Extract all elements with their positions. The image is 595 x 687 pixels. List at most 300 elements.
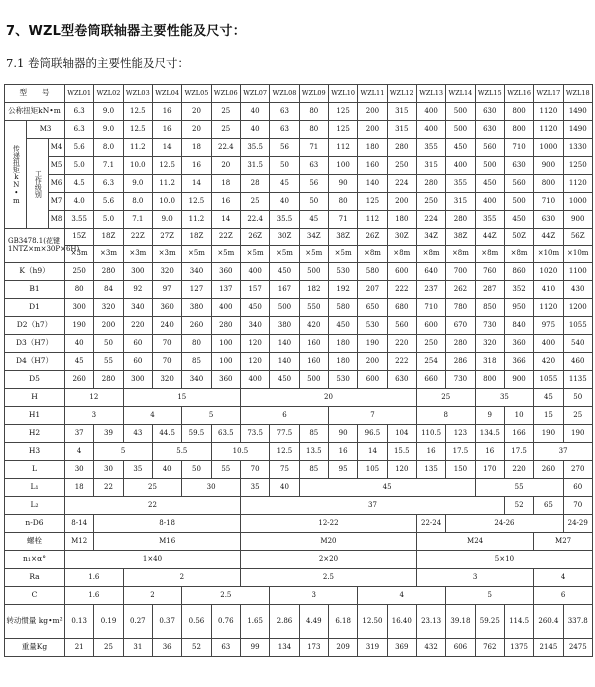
table-cell: 35.5 — [270, 211, 299, 229]
table-cell: 50 — [299, 193, 328, 211]
table-cell: 700 — [446, 263, 475, 281]
table-cell: 9.0 — [94, 103, 123, 121]
table-cell: 36 — [152, 639, 181, 657]
table-cell: 1135 — [563, 371, 592, 389]
table-cell: 5×10 — [416, 551, 592, 569]
table-cell: 16.40 — [387, 605, 416, 639]
l2-row — [5, 497, 593, 515]
table-cell: 11.2 — [152, 175, 181, 193]
table-cell: 800 — [504, 103, 533, 121]
row-label: n₁×α° — [5, 551, 65, 569]
row-label: B1 — [5, 281, 65, 299]
table-cell: 2145 — [534, 639, 563, 657]
table-cell: 180 — [328, 353, 357, 371]
table-cell: 0.13 — [65, 605, 94, 639]
table-cell: 3.55 — [65, 211, 94, 229]
table-cell: 2×20 — [240, 551, 416, 569]
table-cell: 410 — [534, 281, 563, 299]
table-cell: 450 — [475, 175, 504, 193]
table-cell: 432 — [416, 639, 445, 657]
model-header: WZL06 — [211, 85, 240, 103]
table-cell: ×8m — [358, 246, 387, 263]
table-cell: ×10m — [534, 246, 563, 263]
table-cell: 27Z — [152, 229, 181, 246]
table-cell: 123 — [446, 425, 475, 443]
table-cell: 70 — [152, 353, 181, 371]
table-cell: 45 — [534, 389, 563, 407]
header-label: 型 号 — [5, 85, 65, 103]
table-cell: 7.1 — [94, 157, 123, 175]
table-cell: 50 — [94, 335, 123, 353]
table-cell: 17.5 — [446, 443, 475, 461]
table-cell: 15.5 — [387, 443, 416, 461]
table-cell: 1100 — [563, 263, 592, 281]
table-cell: 73.5 — [240, 425, 269, 443]
row-label: H1 — [5, 407, 65, 425]
table-cell: 16 — [182, 157, 211, 175]
table-cell: 120 — [240, 353, 269, 371]
table-cell: M16 — [94, 533, 241, 551]
table-cell: 319 — [358, 639, 387, 657]
table-cell: 262 — [446, 281, 475, 299]
grade-row — [5, 121, 593, 139]
table-cell: 450 — [446, 139, 475, 157]
table-cell: 40 — [270, 479, 299, 497]
table-cell: 140 — [270, 353, 299, 371]
table-cell: 207 — [358, 281, 387, 299]
table-cell: 39 — [94, 425, 123, 443]
table-cell: 14 — [182, 175, 211, 193]
table-cell: 287 — [475, 281, 504, 299]
table-cell: 900 — [534, 157, 563, 175]
table-cell: 120 — [240, 335, 269, 353]
dimension-row — [5, 353, 593, 371]
table-cell: 22.4 — [211, 139, 240, 157]
table-cell: 55 — [475, 479, 563, 497]
table-cell: 400 — [240, 263, 269, 281]
table-cell: ×5m — [240, 246, 269, 263]
table-cell: 10.0 — [152, 193, 181, 211]
model-header: WZL02 — [94, 85, 123, 103]
table-cell: 286 — [446, 353, 475, 371]
table-cell: 4.49 — [299, 605, 328, 639]
table-cell: 420 — [299, 317, 328, 335]
table-cell: 5 — [182, 407, 241, 425]
table-cell: 16 — [475, 443, 504, 461]
inertia-row — [5, 605, 593, 639]
table-cell: 22Z — [211, 229, 240, 246]
table-cell: 20 — [182, 121, 211, 139]
table-cell: 224 — [387, 175, 416, 193]
table-cell: 760 — [475, 263, 504, 281]
table-cell: 31.5 — [240, 157, 269, 175]
header-row — [5, 85, 593, 103]
table-cell: 65 — [534, 497, 563, 515]
grade-name: M4 — [49, 139, 65, 157]
model-header: WZL14 — [446, 85, 475, 103]
table-cell: 160 — [299, 353, 328, 371]
table-cell: ×8m — [387, 246, 416, 263]
table-cell: M12 — [65, 533, 94, 551]
table-cell: 56 — [299, 175, 328, 193]
table-cell: 85 — [299, 425, 328, 443]
model-header: WZL07 — [240, 85, 269, 103]
table-cell: 450 — [328, 317, 357, 335]
table-cell: 14 — [211, 211, 240, 229]
table-cell: 34Z — [416, 229, 445, 246]
table-cell: 2.86 — [270, 605, 299, 639]
table-cell: 18Z — [94, 229, 123, 246]
table-cell: 560 — [387, 317, 416, 335]
table-cell: M24 — [416, 533, 533, 551]
table-cell: 4 — [123, 407, 182, 425]
table-cell: 71 — [299, 139, 328, 157]
table-cell: 40 — [152, 461, 181, 479]
table-cell: 157 — [240, 281, 269, 299]
table-cell: 12.5 — [270, 443, 299, 461]
row-label: 重量Kg — [5, 639, 65, 657]
table-cell: 680 — [387, 299, 416, 317]
row-label: 转动惯量 kg•m² — [5, 605, 65, 639]
row-label: n-D6 — [5, 515, 65, 533]
table-cell: 50 — [182, 461, 211, 479]
table-cell: 280 — [94, 263, 123, 281]
row-label: K（h9） — [5, 263, 65, 281]
table-cell: 355 — [446, 175, 475, 193]
table-cell: 80 — [65, 281, 94, 299]
model-header: WZL03 — [123, 85, 152, 103]
table-cell: 1055 — [534, 371, 563, 389]
table-cell: 200 — [358, 353, 387, 371]
table-cell: 360 — [152, 299, 181, 317]
row-label: H — [5, 389, 65, 407]
model-header: WZL10 — [328, 85, 357, 103]
table-cell: 15 — [123, 389, 240, 407]
table-cell: ×8m — [475, 246, 504, 263]
grade-name: M7 — [49, 193, 65, 211]
table-cell: 975 — [534, 317, 563, 335]
model-header: WZL12 — [387, 85, 416, 103]
table-cell: 450 — [270, 371, 299, 389]
model-header: WZL04 — [152, 85, 181, 103]
table-cell: 320 — [475, 335, 504, 353]
table-cell: 250 — [65, 263, 94, 281]
table-cell: 9.0 — [94, 121, 123, 139]
table-cell: 38Z — [446, 229, 475, 246]
table-cell: 670 — [446, 317, 475, 335]
grade-row — [5, 157, 593, 175]
grade-row — [5, 193, 593, 211]
table-cell: 63 — [270, 103, 299, 121]
table-cell: 1055 — [563, 317, 592, 335]
table-cell: 100 — [328, 157, 357, 175]
table-cell: 320 — [152, 371, 181, 389]
table-cell: 2475 — [563, 639, 592, 657]
table-cell: 200 — [358, 103, 387, 121]
l-row — [5, 461, 593, 479]
table-cell: 12.5 — [152, 157, 181, 175]
table-cell: 5 — [94, 443, 153, 461]
row-label: D3（H7） — [5, 335, 65, 353]
table-cell: 17.5 — [504, 443, 533, 461]
table-cell: 22Z — [123, 229, 152, 246]
table-cell: 16 — [328, 443, 357, 461]
table-cell: 59.5 — [182, 425, 211, 443]
table-cell: 280 — [416, 175, 445, 193]
table-cell: 125 — [328, 121, 357, 139]
table-cell: 250 — [387, 157, 416, 175]
table-cell: 340 — [240, 317, 269, 335]
row-label: L₂ — [5, 497, 65, 515]
dimension-row — [5, 317, 593, 335]
table-cell: 11.2 — [123, 139, 152, 157]
table-cell: 3 — [65, 407, 124, 425]
table-cell: 37 — [240, 497, 504, 515]
table-cell: 50Z — [504, 229, 533, 246]
table-cell: 1020 — [534, 263, 563, 281]
table-cell: 12.5 — [123, 103, 152, 121]
spec-table — [4, 84, 593, 657]
table-cell: 50 — [270, 157, 299, 175]
table-cell: 3 — [416, 569, 533, 587]
table-cell: 352 — [504, 281, 533, 299]
table-cell: 1375 — [504, 639, 533, 657]
l1-row — [5, 479, 593, 497]
table-cell: 43 — [123, 425, 152, 443]
table-cell: 360 — [504, 335, 533, 353]
model-header: WZL18 — [563, 85, 592, 103]
table-cell: 254 — [416, 353, 445, 371]
table-cell: 70 — [152, 335, 181, 353]
table-cell: 200 — [387, 193, 416, 211]
table-cell: 63 — [270, 121, 299, 139]
table-cell: 550 — [299, 299, 328, 317]
table-cell: 12.5 — [182, 193, 211, 211]
table-cell: 45 — [299, 211, 328, 229]
table-cell: 630 — [534, 211, 563, 229]
table-cell: 0.27 — [123, 605, 152, 639]
table-cell: 12 — [65, 389, 124, 407]
table-cell: 45 — [270, 175, 299, 193]
table-cell: 25 — [211, 103, 240, 121]
table-cell: 222 — [387, 353, 416, 371]
table-cell: 80 — [299, 121, 328, 139]
table-cell: 710 — [504, 139, 533, 157]
table-cell: 850 — [475, 299, 504, 317]
table-cell: 137 — [211, 281, 240, 299]
model-header: WZL17 — [534, 85, 563, 103]
row-label: H3 — [5, 443, 65, 461]
grade-row — [5, 211, 593, 229]
table-cell: 420 — [534, 353, 563, 371]
table-cell: 315 — [387, 103, 416, 121]
row-label: Ra — [5, 569, 65, 587]
table-cell: 18 — [211, 175, 240, 193]
bolt-row — [5, 533, 593, 551]
table-cell: 135 — [416, 461, 445, 479]
table-cell: 6.18 — [328, 605, 357, 639]
table-cell: 6.3 — [94, 175, 123, 193]
table-cell: 140 — [358, 175, 387, 193]
table-cell: 250 — [416, 335, 445, 353]
subsection-heading: 7.1 卷筒联轴器的主要性能及尺寸： — [6, 56, 189, 70]
table-cell: 300 — [123, 371, 152, 389]
table-cell: 15 — [534, 407, 563, 425]
table-cell: 125 — [328, 103, 357, 121]
table-cell: 950 — [504, 299, 533, 317]
table-cell: 63 — [211, 639, 240, 657]
table-cell: 280 — [211, 317, 240, 335]
grade-name: M5 — [49, 157, 65, 175]
table-cell: 45 — [299, 479, 475, 497]
table-cell: 60 — [123, 353, 152, 371]
table-cell: 80 — [328, 193, 357, 211]
table-cell: ×8m — [504, 246, 533, 263]
table-cell: 0.76 — [211, 605, 240, 639]
table-cell: 85 — [182, 353, 211, 371]
h2-row — [5, 425, 593, 443]
row-label: H2 — [5, 425, 65, 443]
table-cell: 200 — [94, 317, 123, 335]
table-cell: 25 — [94, 639, 123, 657]
table-cell: 180 — [387, 211, 416, 229]
table-cell: 104 — [387, 425, 416, 443]
table-cell: 355 — [416, 139, 445, 157]
table-cell: 18 — [182, 139, 211, 157]
table-cell: 10 — [504, 407, 533, 425]
table-cell: 28 — [240, 175, 269, 193]
table-cell: 400 — [475, 193, 504, 211]
row-label: L₁ — [5, 479, 65, 497]
row-label: L — [5, 461, 65, 479]
table-cell: 800 — [504, 121, 533, 139]
table-cell: 24-26 — [446, 515, 563, 533]
table-cell: 4.0 — [65, 193, 94, 211]
table-cell: ×3m — [65, 246, 94, 263]
table-cell: 6.3 — [65, 121, 94, 139]
table-cell: 710 — [416, 299, 445, 317]
row-label: D5 — [5, 371, 65, 389]
table-cell: 260.4 — [534, 605, 563, 639]
table-cell: 320 — [152, 263, 181, 281]
table-cell: 85 — [299, 461, 328, 479]
table-cell: 25 — [211, 121, 240, 139]
table-cell: 400 — [416, 121, 445, 139]
table-cell: 630 — [387, 371, 416, 389]
table-cell: 55 — [94, 353, 123, 371]
table-cell: 12.50 — [358, 605, 387, 639]
model-header: WZL13 — [416, 85, 445, 103]
table-cell: 800 — [534, 175, 563, 193]
table-cell: ×8m — [416, 246, 445, 263]
table-cell: 38Z — [328, 229, 357, 246]
nominal-torque-row — [5, 103, 593, 121]
table-cell: 580 — [358, 263, 387, 281]
dimension-row — [5, 371, 593, 389]
table-cell: 400 — [446, 157, 475, 175]
table-cell: 9.0 — [152, 211, 181, 229]
table-cell: 15Z — [65, 229, 94, 246]
row-label: 公称扭矩kN•m — [5, 103, 65, 121]
table-cell: 16 — [152, 121, 181, 139]
table-cell: 8.0 — [123, 193, 152, 211]
table-cell: 780 — [446, 299, 475, 317]
table-cell: 315 — [416, 157, 445, 175]
table-cell: 500 — [504, 193, 533, 211]
table-cell: 5.5 — [152, 443, 211, 461]
table-cell: 160 — [299, 335, 328, 353]
table-cell: 56Z — [563, 229, 592, 246]
table-cell: 190 — [534, 425, 563, 443]
table-cell: 8-18 — [94, 515, 241, 533]
table-cell: ×5m — [299, 246, 328, 263]
table-cell: 40 — [270, 193, 299, 211]
table-cell: 530 — [328, 371, 357, 389]
table-cell: 13.5 — [299, 443, 328, 461]
table-cell: 900 — [563, 211, 592, 229]
table-cell: 222 — [387, 281, 416, 299]
table-cell: 320 — [94, 299, 123, 317]
table-cell: 16 — [152, 103, 181, 121]
table-cell: 280 — [94, 371, 123, 389]
table-cell: 450 — [504, 211, 533, 229]
table-cell: 150 — [446, 461, 475, 479]
table-cell: 22 — [94, 479, 123, 497]
table-cell: 2.5 — [240, 569, 416, 587]
table-cell: 22-24 — [416, 515, 445, 533]
table-cell: ×3m — [94, 246, 123, 263]
model-header: WZL01 — [65, 85, 94, 103]
table-cell: 400 — [240, 371, 269, 389]
table-cell: 1000 — [563, 193, 592, 211]
table-cell: 606 — [446, 639, 475, 657]
table-cell: 500 — [270, 299, 299, 317]
h1-row — [5, 407, 593, 425]
table-cell: 730 — [475, 317, 504, 335]
table-cell: 0.37 — [152, 605, 181, 639]
table-cell: 160 — [358, 157, 387, 175]
spline-row — [5, 229, 593, 246]
table-cell: 4 — [358, 587, 446, 605]
table-cell: 1490 — [563, 103, 592, 121]
table-cell: 337.8 — [563, 605, 592, 639]
model-header: WZL15 — [475, 85, 504, 103]
table-cell: 20 — [211, 157, 240, 175]
table-cell: 84 — [94, 281, 123, 299]
table-cell: 630 — [475, 121, 504, 139]
table-cell: 25 — [416, 389, 475, 407]
table-cell: 380 — [270, 317, 299, 335]
table-cell: 10.5 — [211, 443, 270, 461]
table-cell: 209 — [328, 639, 357, 657]
table-cell: 22 — [65, 497, 241, 515]
row-label: D1 — [5, 299, 65, 317]
table-cell: 59.25 — [475, 605, 504, 639]
table-cell: 3 — [270, 587, 358, 605]
dimension-row — [5, 335, 593, 353]
table-cell: 540 — [563, 335, 592, 353]
table-cell: 180 — [328, 335, 357, 353]
table-cell: 430 — [563, 281, 592, 299]
table-cell: 600 — [387, 263, 416, 281]
grade-name: M6 — [49, 175, 65, 193]
table-cell: 166 — [504, 425, 533, 443]
table-cell: 400 — [211, 299, 240, 317]
table-cell: 2.5 — [182, 587, 270, 605]
table-cell: 5.6 — [94, 193, 123, 211]
table-cell: 340 — [182, 263, 211, 281]
table-cell: 1.6 — [65, 569, 124, 587]
